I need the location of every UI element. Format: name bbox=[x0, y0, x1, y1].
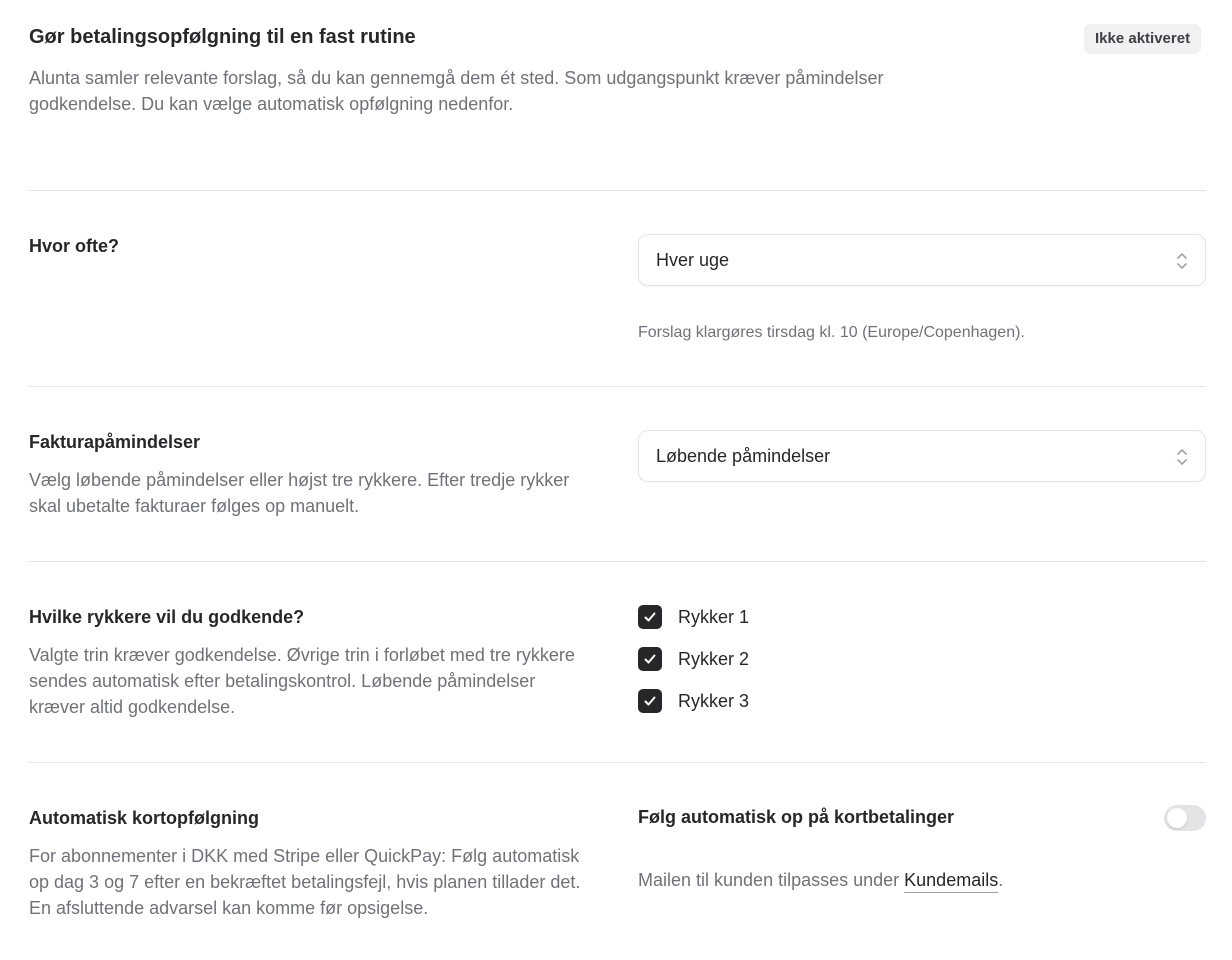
approvals-description: Valgte trin kræver godkendelse. Øvrige trin i forløbet med tre rykkere sendes automatisk efter betalingskontrol. Løbende påmindelser kræver altid godkendelse. bbox=[29, 645, 575, 717]
chevron-up-down-icon bbox=[1175, 249, 1189, 278]
reminders-select[interactable] bbox=[638, 430, 1206, 482]
mail-note bbox=[638, 870, 1003, 891]
page-description: Alunta samler relevante forslag, så du kan gennemgå dem ét sted. Som udgangspunkt kræver påmindelser godkendelse. Du kan vælge automatisk opfølgning nedenfor. bbox=[29, 68, 884, 114]
mail-note-text: Mailen til kunden tilpasses under bbox=[638, 870, 905, 890]
reminders-label: Fakturapåmindelser bbox=[29, 432, 201, 452]
rykker-1-label: Rykker 1 bbox=[678, 606, 750, 627]
rykker-3-checkbox[interactable] bbox=[638, 689, 662, 713]
frequency-select-value: Hver uge bbox=[656, 249, 730, 270]
divider bbox=[29, 190, 1206, 191]
frequency-hint: Forslag klargøres tirsdag kl. 10 (Europe/Copenhagen). bbox=[638, 324, 1025, 341]
check-icon bbox=[642, 693, 658, 709]
rykker-2-label: Rykker 2 bbox=[678, 648, 750, 669]
card-followup-toggle-label: Følg automatisk op på kortbetalinger bbox=[638, 807, 955, 827]
customer-emails-link[interactable]: Kundemails bbox=[904, 870, 998, 893]
rykker-2-checkbox-row[interactable] bbox=[638, 647, 749, 671]
rykker-1-checkbox[interactable] bbox=[638, 605, 662, 629]
chevron-up-down-icon bbox=[1175, 445, 1189, 474]
rykker-3-checkbox-row[interactable] bbox=[638, 689, 749, 713]
reminders-select-value: Løbende påmindelser bbox=[656, 445, 831, 466]
divider bbox=[29, 386, 1206, 387]
approvals-label: Hvilke rykkere vil du godkende? bbox=[29, 607, 305, 627]
card-followup-label: Automatisk kortopfølgning bbox=[29, 808, 259, 828]
divider bbox=[29, 561, 1206, 562]
check-icon bbox=[642, 609, 658, 625]
status-badge: Ikke aktiveret bbox=[1084, 24, 1201, 54]
toggle-knob bbox=[1167, 808, 1187, 828]
rykker-3-label: Rykker 3 bbox=[678, 690, 750, 711]
mail-note-suffix: . bbox=[998, 870, 1004, 890]
card-followup-toggle[interactable] bbox=[1164, 805, 1206, 831]
divider bbox=[29, 762, 1206, 763]
frequency-select[interactable] bbox=[638, 234, 1206, 286]
page-title: Gør betalingsopfølgning til en fast rutine bbox=[29, 26, 416, 48]
card-followup-description: For abonnementer i DKK med Stripe eller QuickPay: Følg automatisk op dag 3 og 7 efter en bekræftet betalingsfejl, hvis planen tillader det. En afsluttende advarsel kan komme før opsigelse. bbox=[29, 846, 581, 918]
rykker-2-checkbox[interactable] bbox=[638, 647, 662, 671]
reminders-description: Vælg løbende påmindelser eller højst tre rykkere. Efter tredje rykker skal ubetalte fakturaer følges op manuelt. bbox=[29, 470, 570, 516]
check-icon bbox=[642, 651, 658, 667]
frequency-label: Hvor ofte? bbox=[29, 236, 119, 256]
rykker-1-checkbox-row[interactable] bbox=[638, 605, 749, 629]
